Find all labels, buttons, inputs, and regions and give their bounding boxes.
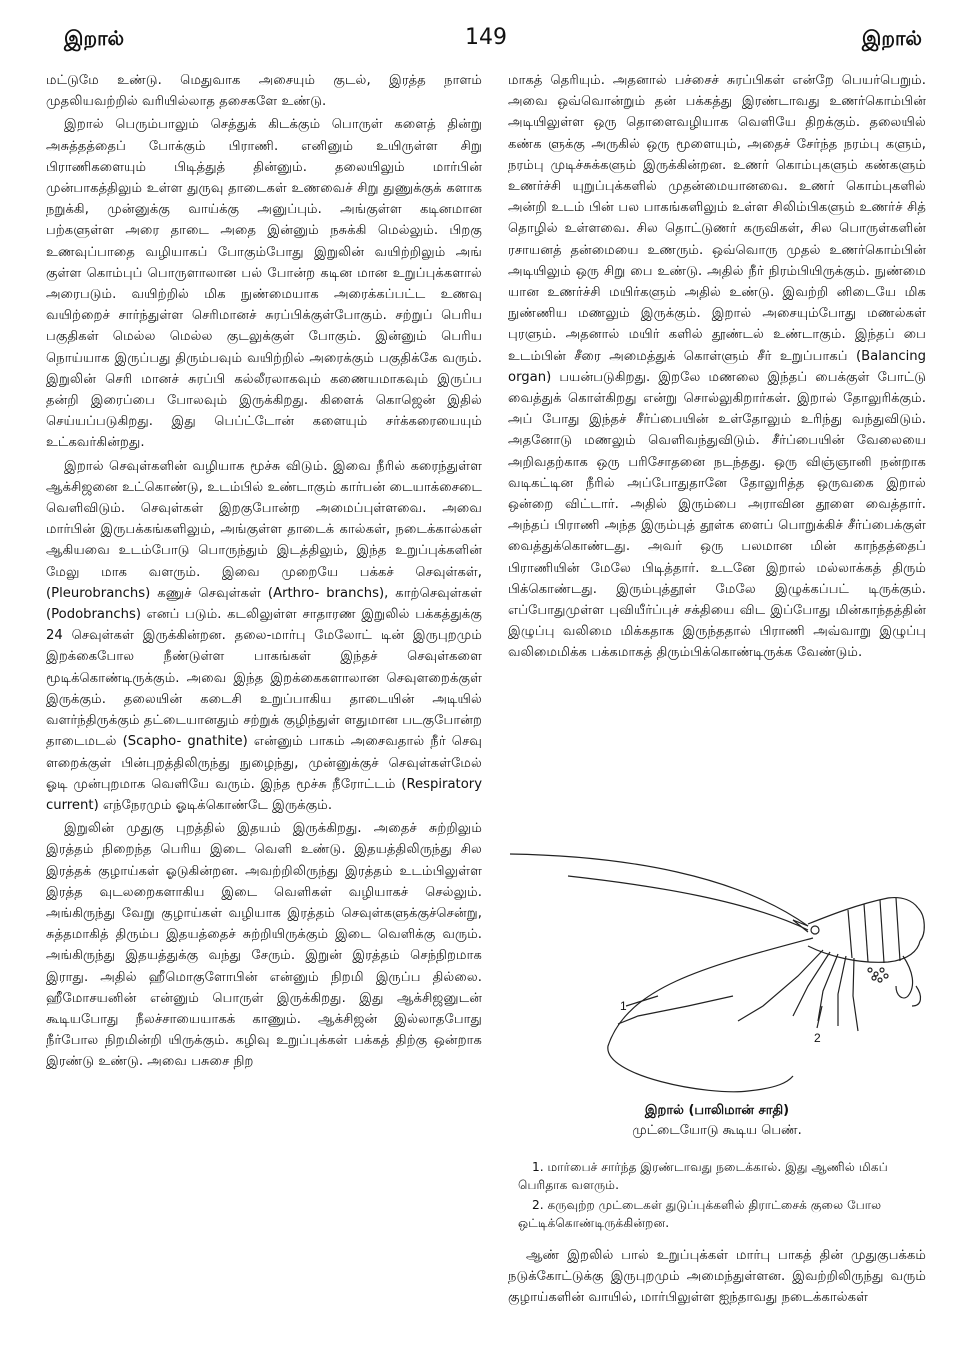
figure-caption: [508, 1101, 926, 1141]
prawn-drawing-icon: [508, 846, 926, 1096]
running-head-left: இறால்: [64, 26, 125, 50]
caption-title: இறால் (பாலிமான் சாதி): [644, 1103, 790, 1118]
figure-notes: [518, 1158, 922, 1234]
page-number: 149: [465, 25, 507, 50]
right-column: [508, 70, 926, 664]
after-figure-text: [508, 1245, 926, 1309]
left-paragraph-1: மட்டுமே உண்டு. மெதுவாக அசையும் குடல், இரத்த நாளம் முதலியவற்றில் வரியில்லாத தசைகளே உண்டு.: [46, 73, 482, 110]
left-paragraph-3: இறால் செவுள்களின் வழியாக மூச்சு விடும். இவை நீரில் கரைந்துள்ள ஆக்சிஜனை உட்கொண்டு, உடம்பில் உண்டாகும் கார்பன் டையாக்சைடை வெளிவிடும். செவுள்கள் இறகுபோன்ற அமைப்புள்ளவை. அவை மார்பின் இருபக்கங்களிலும், அங்குள்ள தாடைக் கால்கள், நடைக்கால்கள் ஆகியவை உடம்போடு பொருந்தும் இடத்திலும், இந்த உறுப்புக்களின் மேலு மாக வளரும். இவை முறையே பக்கச் செவுள்கள், (Pleurobranchs) கணுச் செவுள்கள் (Arthro- branchs), காற்செவுள்கள் (Podobranchs) எனப் படும். கடலிலுள்ள சாதாரண இறுலில் பக்கத்துக்கு 24 செவுள்கள் இருக்கின்றன. தலை-மார்பு மேலோட் டின் இருபுறமும் இறக்கைபோல நீண்டுள்ள பாகங்கள் இந்தச் செவுள்களை மூடிக்கொண்டிருக்கும். அவை இந்த இறக்கைகளாலான செவுளறைக்குள் இருக்கும். தலையின் கடைசி உறுப்பாகிய தாடையின் அடியில் வளர்ந்திருக்கும் தட்டையானதும் சற்றுக் குழிந்துள் ளதுமான படகுபோன்ற தாடைமடல் (Scapho- gnathite) என்னும் பாகம் அசைவதால் நீர் செவு ளறைக்குள் பின்புறத்திலிருந்து நுழைந்து, முன்னுக்குச் செவுள்கள்மேல் ஓடி முன்புறமாக வெளியே வரும். இந்த மூச்சு நீரோட்டம் (Respiratory current) எந்நேரமும் ஓடிக்கொண்டே இருக்கும்.: [46, 458, 482, 813]
figure-label-2: 2: [814, 1031, 821, 1045]
caption-subtitle: முட்டையோடு கூடிய பெண்.: [632, 1123, 802, 1138]
running-head-right: இறால்: [861, 26, 922, 50]
figure-note-2: 2. கருவுற்ற முட்டைகள் துடுப்புக்களில் திராட்சைக் குலை போல ஒட்டிக்கொண்டிருக்கின்றன.: [518, 1198, 882, 1230]
right-paragraph-1: மாகத் தெரியும். அதனால் பச்சைச் சுரப்பிகள் என்றே பெயர்பெறும். அவை ஒவ்வொன்றும் தன் பக்கத்து இரண்டாவது உணர்கொம்பின் அடியிலுள்ள ஒரு தொளைவழியாக வெளியே திறக்கும். தலையில் கண்க ளுக்கு அருகில் ஒரு மூளையும், அதைச் சேர்ந்த நரம்பு களும், நரம்பு முடிச்சுக்களும் இருக்கின்றன. உணர் கொம்புகளும் கண்களும் உணர்ச்சி யுறுப்புக்களில் முதன்மையானவை. உணர் கொம்புகளில் அன்றி உடம் பின் பல பாகங்களிலும் உள்ள சிலிம்பிகளும் உணர்ச் சித் தொழில் உள்ளவை. சில தொட்டுணர் கருவிகள், சில பொருள்களின் ரசாயனத் தன்மையை உணரும். ஒவ்வொரு முதல் உணர்கொம்பின் அடியிலும் ஒரு சிறு பை உண்டு. அதில் நீர் நிரம்பியிருக்கும். நுண்மை யான உணர்ச்சி மயிர்களும் அதில் உண்டு. இவற்றி னிடையே மிக நுண்ணிய மணலும் இருக்கும். இறால் அசையும்போது மணல்கள் புரளும். அதனால் மயிர் களில் தூண்டல் உண்டாகும். இந்தப் பை உடம்பின் சீரை அமைத்துக் கொள்ளும் சீர் உறுப்பாகப் (Balancing organ) பயன்படுகிறது. இறலே மணலை இந்தப் பைக்குள் போட்டு வைத்துக் கொள்கிறது என்று சொல்லுகிறார்கள். இறால் தோலுரிக்கும். அப் போது இந்தச் சீர்ப்பையின் உள்தோலும் உரிந்து வந்துவிடும். அதனோடு மணலும் வெளிவந்துவிடும். சீர்ப்பையின் வேலையை அறிவதற்காக ஒரு பரிசோதனை நடந்தது. ஒரு விஞ்ஞானி நன்றாக வடிகட்டின நீரில் அப்போதுதானே தோலுரித்த ஒருவகை இறால் ஒன்றை விட்டார். அதில் இரும்பை அராவின தூளை வைத்தார். அந்தப் பிராணி அந்த இரும்புத் தூள்க ளைப் பொறுக்கிச் சீர்ப்பைக்குள் வைத்துக்கொண்டது. அவர் ஒரு பலமான மின் காந்தத்தைப் பிராணியின் மேலே பிடித்தார். உடனே இறால் மல்லாக்கத் திரும் பிக்கொண்டது. இரும்புத்தூள் மேலே இழுக்கப்பட் டிருக்கும். எப்போதுமுள்ள புவியீர்ப்புச் சக்தியை விட இப்போது மின்காந்தத்தின் இழுப்பு வலிமை மிக்கதாக இருந்ததால் பிராணி அவ்வாறு இழுப்பு வலிமைமிக்க பக்கமாகத் திரும்பிக்கொண்டிருக்க வேண்டும்.: [508, 73, 926, 661]
figure-label-1: 1: [620, 999, 627, 1013]
left-paragraph-2: இறால் பெரும்பாலும் செத்துக் கிடக்கும் பொருள் களைத் தின்று அசுத்தத்தைப் போக்கும் பிராணி. எனினும் உயிருள்ள சிறு பிராணிகளையும் பிடித்துத் தின்னும். தலையிலும் மார்பின் முன்பாகத்திலும் உள்ள துருவு தாடைகள் உணவைச் சிறு துணுக்குக் களாக நறுக்கி, முன்னுக்கு வாய்க்கு அனுப்பும். அங்குள்ள கடினமான பற்களுள்ள அரை தாடை அதை இன்னும் நசுக்கி மெல்லும். பிறகு உணவுப்பாதை வழியாகப் போகும்போது இறுலின் வயிற்றிலும் அங் குள்ள கொம்புப் பொருளாலான பல் போன்ற கடின மான உறுப்புக்களால் அரைபடும். வயிற்றில் மிக நுண்மையாக அரைக்கப்பட்ட உணவு வயிற்றைச் சார்ந்துள்ள செரிமானச் சுரப்பிக்குள்போகும். சற்றுப் பெரிய பகுதிகள் மெல்ல மெல்ல குடலுக்குள் போகும். இன்னும் பெரிய நொய்யாக இருப்பது திரும்பவும் வயிற்றில் அரைக்கும் பகுதிக்கே வரும். இறுலின் செரி மானச் சுரப்பி கல்லீரலாகவும் கணையமாகவும் இருப்ப தன்றி இரைப்பை போலவும் இருக்கிறது. கிளைக் கொஜென் இதில் செய்யப்படுகிறது. இது பெப்ட்டோன் களையும் சர்க்கரையையும் உட்கவர்கின்றது.: [46, 117, 482, 451]
figure-note-1: 1. மார்பைச் சார்ந்த இரண்டாவது நடைக்கால். இது ஆணில் மிகப் பெரிதாக வளரும்.: [518, 1160, 888, 1192]
left-paragraph-4: இறுலின் முதுகு புறத்தில் இதயம் இருக்கிறது. அதைச் சுற்றிலும் இரத்தம் நிறைந்த பெரிய இடை வெளி உண்டு. இதயத்திலிருந்து சில இரத்தக் குழாய்கள் ஓடுகின்றன. அவற்றிலிருந்து இரத்தம் உடம்பிலுள்ள இரத்த வுடலறைகளாகிய இடை வெளிகள் வழியாகச் செல்லும். அங்கிருந்து வேறு குழாய்கள் வழியாக இரத்தம் செவுள்களுக்குச்சென்று, சுத்தமாகித் திரும்ப இதயத்தைச் சுற்றியிருக்கும் இடை வெளிக்கு வரும். அங்கிருந்து இதயத்துக்கு வந்து சேரும். இறுன் இரத்தம் செந்நிறமாக இராது. அதில் ஹீமொகுளோபின் என்னும் நிறமி இருப்ப தில்லை. ஹீமோசயனின் என்னும் பொருள் இருக்கிறது. இது ஆக்சிஜனுடன் கூடியபோது நீலச்சாயையாகக் காணும். ஆக்சிஜன் இல்லாதபோது நீர்போல நிறமின்றி யிருக்கும். கழிவு உறுப்புக்கள் பக்கத் திற்கு ஒன்றாக இரண்டு உண்டு. அவை பசுசை நிற: [46, 821, 482, 1070]
left-column: [46, 70, 482, 1073]
after-paragraph-1: ஆண் இறலில் பால் உறுப்புக்கள் மார்பு பாகத் தின் முதுகுபக்கம் நடுக்கோட்டுக்கு இருபுறமும் அமைந்துள்ளன. இவற்றிலிருந்து வரும் குழாய்களின் வாயில், மார்பிலுள்ள ஐந்தாவது நடைக்கால்கள்: [508, 1248, 926, 1306]
prawn-illustration: [508, 846, 926, 1096]
